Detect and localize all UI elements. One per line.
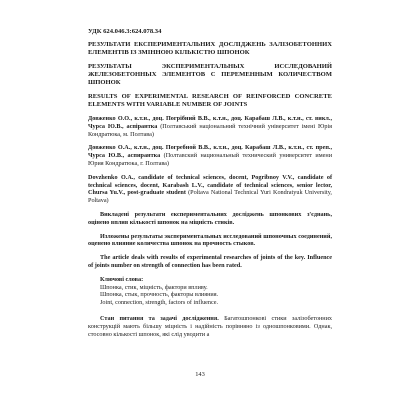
title-english: RESULTS OF EXPERIMENTAL RESEARCH OF REINFORCED CONCRETE ELEMENTS WITH VARIABLE NUMBER OF JOINTS bbox=[88, 93, 332, 108]
author-affiliation: (Poltava National Technical Yuri Kondratyuk University, Poltava) bbox=[88, 189, 332, 205]
authors-english bbox=[88, 174, 332, 205]
title-russian: РЕЗУЛЬТАТЫ ЭКСПЕРИМЕНТАЛЬНЫХ ИССЛЕДОВАНИЙ ЖЕЛЕЗОБЕТОННЫХ ЭЛЕМЕНТОВ С ПЕРЕМЕННЫМ КОЛИЧЕСТВОМ ШПОНОК bbox=[88, 63, 332, 86]
abstract-russian: Изложены результаты экспериментальных исследований шпоночных соединений, оценено влияние количества шпонок на прочность стыков. bbox=[88, 232, 332, 248]
udc-code: УДК 624.046.3:624.078.34 bbox=[88, 28, 162, 35]
authors-russian bbox=[88, 144, 332, 167]
keywords-english: Joint, connection, strength, factors of influence. bbox=[100, 299, 219, 307]
author-names: Dovzhenko O.A., candidate of technical sciences, docent, Pogribnoy V.V., candidate of technical sciences, docent, Karabash L.V., candidate of technical sciences, senior lector, Chursa Yu.V., post-graduate student bbox=[88, 173, 332, 197]
abstract-english: The article deals with results of experimental researches of joints of the key. Influence of joints number on strength of connection has been rated. bbox=[88, 254, 332, 269]
author-names: Довженко О.О., к.т.н., доц. Погрібний В.В., к.т.н., доц. Карабаш Л.В., к.т.н., ст. викл., Чурса Ю.В., аспірантка bbox=[88, 115, 332, 130]
abstract-ukrainian: Викладені результати експериментальних досліджень шпонкових з'єднань, оцінено вплив кількості шпонок на міцність стиків. bbox=[88, 210, 332, 226]
authors-ukrainian bbox=[88, 115, 332, 138]
title-ukrainian: РЕЗУЛЬТАТИ ЕКСПЕРИМЕНТАЛЬНИХ ДОСЛІДЖЕНЬ ЗАЛІЗОБЕТОННИХ ЕЛЕМЕНТІВ ІЗ ЗМІННОЮ КІЛЬКІСТЮ ШПОНОК bbox=[88, 41, 332, 56]
keywords-russian: Шпонка, стык, прочность, факторы влияния. bbox=[100, 291, 219, 299]
keywords-ukrainian: Шпонка, стик, міцність, фактори впливу. bbox=[100, 283, 208, 291]
author-names: Довженко О.А., к.т.н., доц. Погребной В.В., к.т.н., доц. Карабаш Л.В., к.т.н., ст. преп., Чурса Ю.В., аспирантка bbox=[88, 144, 332, 160]
author-affiliation: (Полтавский национальный технический университет имени Юрия Кондратюка, г. Полтава) bbox=[88, 152, 332, 167]
section-heading: Стан питання та задачі дослідження. bbox=[100, 314, 219, 322]
text-column bbox=[88, 28, 332, 338]
body-paragraph bbox=[88, 315, 332, 338]
body-text: Багатошпонкові стики залізобетонних конструкцій мають більшу міцність і надійність порівняно із одношпонковими. Однак, стосовно кількості шпонок, які слід уводити а bbox=[88, 314, 333, 338]
page-number: 143 bbox=[195, 371, 205, 378]
keywords-label: Ключові слова: bbox=[100, 275, 144, 283]
author-affiliation: (Полтавський національний технічний університет імені Юрія Кондратюка, м. Полтава) bbox=[88, 122, 333, 138]
